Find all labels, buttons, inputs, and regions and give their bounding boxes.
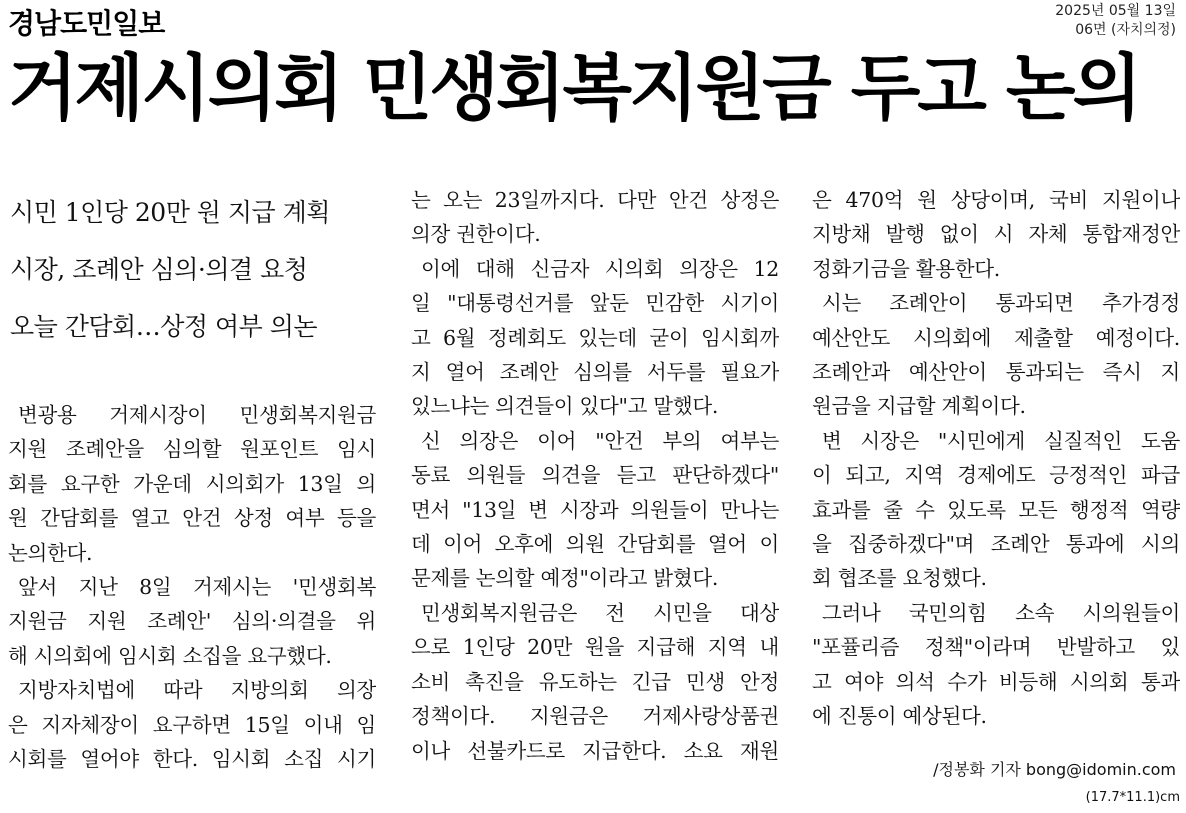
reporter-byline: /정봉화 기자 bong@idomin.com xyxy=(933,760,1176,779)
article-text-line: 동료 의원들 의견을 듣고 판단하겠다" xyxy=(411,463,779,488)
issue-date: 2025년 05월 13일 xyxy=(1055,3,1176,19)
article-text-line: 앞서 지난 8일 거제시는 '민생회복 xyxy=(8,575,376,600)
article-text-line: 이에 대해 신금자 시의회 의장은 12 xyxy=(411,256,779,281)
article-text-line: 이나 선불카드로 지급한다. 소요 재원 xyxy=(411,738,779,763)
article-text-line: 신 의장은 이어 "안건 부의 여부는 xyxy=(411,428,779,453)
article-text-line: 은 470억 원 상당이며, 국비 지원이나 xyxy=(812,188,1180,212)
article-text-line: 지원 조례안을 심의할 원포인트 임시 xyxy=(8,437,376,462)
article-text-line: 문제를 논의할 예정"이라고 밝혔다. xyxy=(411,566,719,591)
article-text-line: 논의한다. xyxy=(8,540,93,565)
article-text-line: "포퓰리즘 정책"이라며 반발하고 있 xyxy=(812,635,1180,660)
article-text-line: 으로 1인당 20만 원을 지급해 지역 내 xyxy=(411,635,779,660)
article-text-line: 변광용 거제시장이 민생회복지원금 xyxy=(8,403,376,427)
page-section: 06면 (자치의정) xyxy=(1075,22,1176,38)
article-text-line: 원금을 지급할 계획이다. xyxy=(812,394,1026,419)
subtitle: 오늘 간담회…상정 여부 의논 xyxy=(10,312,317,341)
article-headline: 거제시의회 민생회복지원금 두고 논의 xyxy=(8,46,1140,130)
article-text-line: 민생회복지원금은 전 시민을 대상 xyxy=(411,600,779,625)
body-column-1 xyxy=(8,398,376,776)
article-text-line: 데 이어 오후에 의원 간담회를 열어 이 xyxy=(411,532,779,557)
article-text-line: 예산안도 시의회에 제출할 예정이다. xyxy=(812,325,1180,350)
article-text-line: 정화기금을 활용한다. xyxy=(812,256,1000,281)
article-text-line: 이 되고, 지역 경제에도 긍정적인 파급 xyxy=(812,463,1180,488)
article-text-line: 회 협조를 요청했다. xyxy=(812,566,987,591)
article-text-line: 조례안과 예산안이 통과되는 즉시 지 xyxy=(812,360,1180,385)
article-text-line: 변 시장은 "시민에게 실질적인 도움 xyxy=(812,428,1180,453)
article-text-line: 에 진통이 예상된다. xyxy=(812,704,987,729)
article-text-line: 의장 권한이다. xyxy=(411,222,541,247)
article-text-line: 고 6월 정례회도 있는데 굳이 임시회까 xyxy=(411,325,779,350)
article-text-line: 지방자치법에 따라 지방의회 의장 xyxy=(8,678,376,703)
article-text-line: 지 열어 조례안 심의를 서두를 필요가 xyxy=(411,360,779,385)
subtitle-block xyxy=(10,184,380,355)
article-text-line: 시는 조례안이 통과되면 추가경정 xyxy=(812,291,1180,316)
article-text-line: 그러나 국민의힘 소속 시의원들이 xyxy=(812,600,1180,625)
article-text-line: 회를 요구한 가운데 시의회가 13일 의 xyxy=(8,471,376,496)
article-text-line: 는 오는 23일까지다. 다만 안건 상정은 xyxy=(411,188,779,212)
body-column-2 xyxy=(411,183,779,768)
article-text-line: 해 시의회에 임시회 소집을 요구했다. xyxy=(8,643,332,668)
newspaper-masthead: 경남도민일보 xyxy=(8,7,165,40)
article-text-line: 시회를 열어야 한다. 임시회 소집 시기 xyxy=(8,747,376,772)
subtitle: 시장, 조례안 심의·의결 요청 xyxy=(10,255,308,284)
article-text-line: 은 지자체장이 요구하면 15일 이내 임 xyxy=(8,712,376,737)
article-text-line: 소비 촉진을 유도하는 긴급 민생 안정 xyxy=(411,669,779,694)
article-text-line: 원 간담회를 열고 안건 상정 여부 등을 xyxy=(8,506,376,531)
issue-meta xyxy=(1055,2,1176,40)
article-text-line: 정책이다. 지원금은 거제사랑상품권 xyxy=(411,704,779,729)
clipping-size-note: (17.7*11.1)cm xyxy=(1085,790,1180,805)
article-text-line: 지원금 지원 조례안' 심의·의결을 위 xyxy=(8,609,376,634)
body-column-3 xyxy=(812,183,1180,734)
article-text-line: 고 여야 의석 수가 비등해 시의회 통과 xyxy=(812,669,1180,694)
article-text-line: 효과를 줄 수 있도록 모든 행정적 역량 xyxy=(812,497,1180,522)
article-text-line: 면서 "13일 변 시장과 의원들이 만나는 xyxy=(411,497,779,522)
article-text-line: 을 집중하겠다"며 조례안 통과에 시의 xyxy=(812,532,1180,557)
subtitle: 시민 1인당 20만 원 지급 계획 xyxy=(10,198,330,227)
article-text-line: 일 "대통령선거를 앞둔 민감한 시기이 xyxy=(411,291,779,316)
article-text-line: 지방채 발행 없이 시 자체 통합재정안 xyxy=(812,222,1180,247)
article-text-line: 있느냐는 의견들이 있다"고 말했다. xyxy=(411,394,719,419)
